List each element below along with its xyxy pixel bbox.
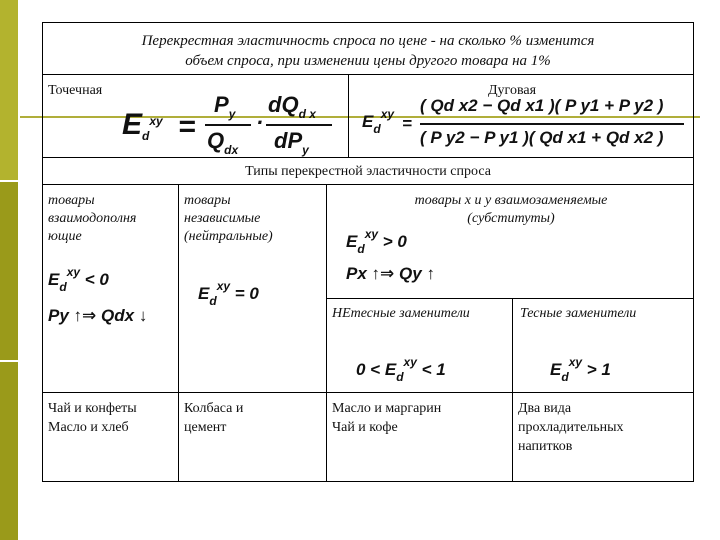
substitutes-head-1: товары х и у взаимозаменяемые: [414, 193, 608, 208]
substitutes-implication: [346, 264, 435, 284]
up-arrow-icon: ↑: [371, 264, 381, 283]
substitutes-elasticity: [346, 227, 407, 256]
formula-superscript: xy: [66, 265, 81, 279]
point-num-2: [268, 92, 316, 121]
formula-symbol: E: [384, 360, 397, 379]
implies-icon: ⇒: [380, 264, 395, 283]
formula-symbol: E: [362, 112, 374, 131]
formula-symbol: E: [122, 108, 143, 141]
fraction-bar: [205, 124, 251, 126]
independent-example-1: Колбаса и: [184, 401, 244, 416]
formula-symbol: E: [198, 284, 210, 303]
point-label: Точечная: [48, 83, 103, 98]
arc-numerator: ( Qd x2 − Qd x1 )( P y1 + P y2 ): [420, 96, 664, 115]
formula-subscript: d: [561, 370, 569, 384]
independent-head-2: независимые: [184, 211, 261, 226]
complements-head-1: товары: [48, 193, 95, 208]
close-substitutes-head: Тесные заменители: [520, 306, 637, 321]
formula-subscript: y: [228, 107, 236, 121]
complements-implication: [48, 306, 147, 326]
col-divider: [348, 74, 349, 157]
independent-example-2: цемент: [184, 420, 227, 435]
loose-example-2: Чай и кофе: [332, 420, 398, 435]
formula-superscript: xy: [403, 355, 417, 369]
complements-example-1: Чай и конфеты: [48, 401, 137, 416]
arc-denominator: ( P y2 − P y1 )( Qd x1 + Qd x2 ): [420, 128, 664, 147]
formula-symbol: E: [346, 232, 358, 251]
col-divider: [512, 298, 513, 482]
side-bar-segment: [0, 0, 18, 180]
independent-head-3: (нейтральные): [184, 229, 273, 244]
formula-symbol: Qdx: [101, 306, 135, 325]
formula-symbol: Px: [346, 264, 367, 283]
side-bar-divider: [0, 180, 18, 182]
close-example-2: прохладительных: [518, 420, 624, 435]
formula-relation: < 0: [84, 270, 109, 289]
loose-example-1: Масло и маргарин: [332, 401, 442, 416]
formula-subscript: d: [396, 370, 404, 384]
formula-symbol: E: [550, 360, 562, 379]
formula-relation: > 1: [586, 360, 611, 379]
formula-superscript: xy: [216, 279, 231, 293]
substitutes-head-2: (субституты): [467, 211, 555, 226]
down-arrow-icon: ↓: [138, 306, 148, 325]
point-dot: ·: [256, 110, 264, 135]
row-divider: [42, 184, 694, 185]
formula-superscript: xy: [380, 107, 395, 121]
formula-subscript: d: [142, 129, 150, 143]
point-formula-lhs: [122, 108, 163, 142]
header-line-1: Перекрестная эластичность спроса по цене - на сколько % изменится: [141, 33, 595, 49]
row-divider: [42, 157, 694, 158]
close-example-3: напитков: [518, 439, 573, 454]
formula-superscript: xy: [568, 355, 583, 369]
types-title: Типы перекрестной эластичности спроса: [245, 164, 491, 179]
formula-symbol: E: [48, 270, 60, 289]
formula-relation: 0 <: [356, 360, 381, 379]
fraction-bar: [420, 123, 684, 125]
formula-superscript: xy: [364, 227, 379, 241]
point-formula-eq: =: [178, 110, 196, 143]
formula-symbol: dQ: [268, 92, 299, 117]
row-divider: [42, 392, 694, 393]
point-den-1: [207, 128, 239, 157]
formula-superscript: xy: [149, 114, 163, 128]
arc-formula-eq: =: [402, 114, 412, 133]
row-divider: [326, 298, 694, 299]
formula-subscript: d: [59, 280, 67, 294]
formula-subscript: d: [357, 242, 365, 256]
formula-relation: = 0: [234, 284, 259, 303]
col-divider: [326, 184, 327, 482]
up-arrow-icon: ↑: [73, 306, 83, 325]
formula-subscript: dx: [224, 143, 239, 157]
formula-symbol: Qy: [399, 264, 422, 283]
formula-subscript: d: [373, 122, 381, 136]
up-arrow-icon: ↑: [426, 264, 435, 283]
fraction-bar: [266, 124, 332, 126]
formula-subscript: y: [302, 143, 309, 157]
close-example-1: Два вида: [518, 401, 572, 416]
row-divider: [42, 74, 694, 75]
header-line-2: объем спроса, при изменении цены другого товара на 1%: [185, 53, 551, 69]
implies-icon: ⇒: [82, 306, 97, 325]
complements-example-2: Масло и хлеб: [48, 420, 129, 435]
col-divider: [178, 184, 179, 482]
formula-relation: < 1: [421, 360, 446, 379]
independent-elasticity: [198, 279, 259, 308]
formula-symbol: P: [214, 92, 229, 117]
formula-symbol: Q: [207, 128, 225, 153]
independent-head-1: товары: [184, 193, 231, 208]
formula-subscript: d: [209, 294, 217, 308]
loose-substitutes-head: НЕтесные заменители: [332, 306, 470, 321]
complements-head-3: ющие: [48, 229, 82, 244]
arc-label: Дуговая: [488, 83, 537, 98]
complements-head-2: взаимодополня: [48, 211, 137, 226]
formula-relation: > 0: [382, 232, 407, 251]
point-num-1: [214, 92, 236, 121]
side-bar: [0, 0, 18, 540]
formula-symbol: Py: [48, 306, 69, 325]
close-elasticity: [550, 355, 611, 384]
formula-subscript: d x: [298, 107, 316, 121]
complements-elasticity: [48, 265, 109, 294]
arc-formula-lhs: [362, 107, 395, 136]
loose-elasticity: [356, 355, 446, 384]
side-bar-divider: [0, 360, 18, 362]
point-den-2: [274, 128, 309, 157]
formula-symbol: dP: [274, 128, 303, 153]
